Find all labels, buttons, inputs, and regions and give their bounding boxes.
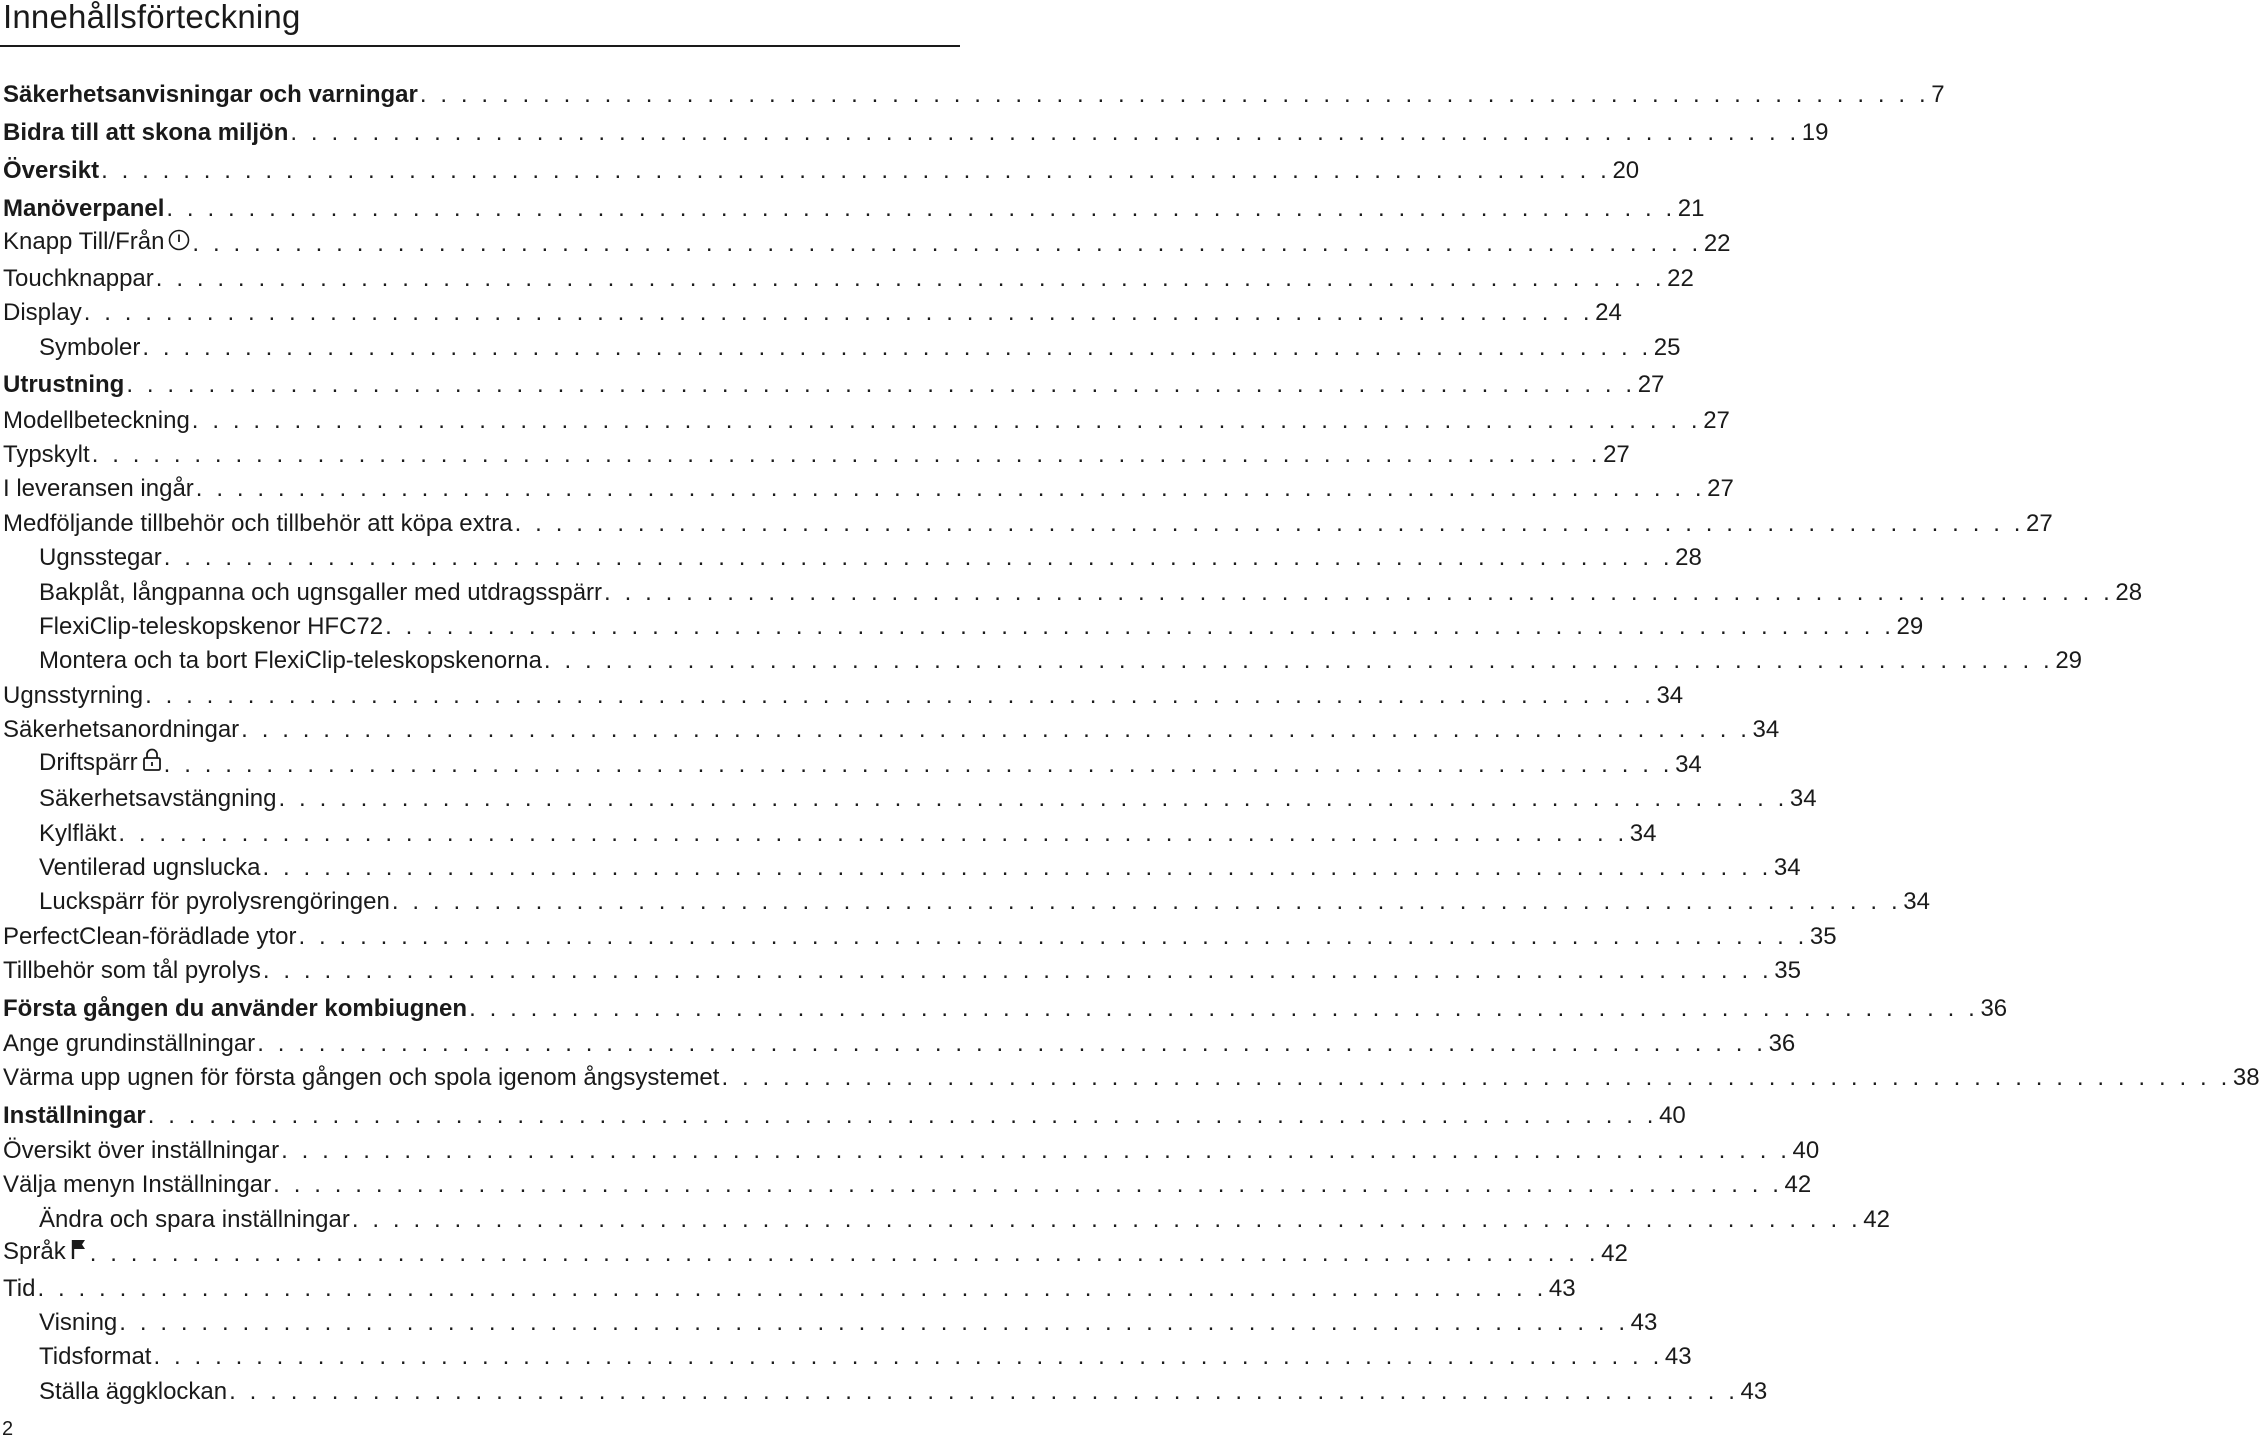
toc-entry-label-text: Knapp Till/Från bbox=[3, 228, 165, 255]
toc-entry-page: 27 bbox=[1637, 371, 1665, 398]
leader-dots: . . . . . . . . . . . . . . . . . . . . . . . . . . . . . . . . . . . . . . . . . . . . . . . . . . . . . . . . . . . . . . . . . . . . . . . . . . bbox=[514, 510, 2025, 537]
toc-entry-page: 42 bbox=[1863, 1206, 1890, 1233]
toc-entry-label bbox=[0, 227, 190, 259]
leader-dots: . . . . . . . . . . . . . . . . . . . . . . . . . . . . . . . . . . . . . . . . . . . . . . . . . . . . . . . . . . . . . . . . . . . . . . . . . . bbox=[191, 407, 1702, 434]
lock-icon bbox=[142, 748, 162, 780]
toc-entry-label bbox=[0, 748, 162, 780]
toc-entry[interactable] bbox=[0, 1238, 1628, 1269]
leader-dots: . . . . . . . . . . . . . . . . . . . . . . . . . . . . . . . . . . . . . . . . . . . . . . . . . . . . . . . . . . . . . . . . . . . . . . . . . . bbox=[89, 1240, 1600, 1267]
toc-entry-page: 34 bbox=[1773, 854, 1801, 881]
toc-entry[interactable] bbox=[0, 509, 2053, 539]
toc-entry-page: 21 bbox=[1677, 195, 1705, 222]
leader-dots: . . . . . . . . . . . . . . . . . . . . . . . . . . . . . . . . . . . . . . . . . . . . . . . . . . . . . . . . . . . . . . . . . . . . . . . . . . bbox=[118, 820, 1628, 847]
toc-entry[interactable] bbox=[0, 887, 1930, 917]
toc-entry-label: Symboler bbox=[39, 334, 141, 361]
toc-entry[interactable] bbox=[0, 194, 1705, 224]
toc-entry-page: 19 bbox=[1801, 119, 1829, 146]
leader-dots: . . . . . . . . . . . . . . . . . . . . . . . . . . . . . . . . . . . . . . . . . . . . . . . . . . . . . . . . . . . . . . . . . . . . . . . . . . bbox=[163, 544, 1674, 571]
toc-entry-label: Modellbeteckning bbox=[3, 407, 190, 434]
leader-dots: . . . . . . . . . . . . . . . . . . . . . . . . . . . . . . . . . . . . . . . . . . . . . . . . . . . . . . . . . . . . . . . . . . . . . . . . . . bbox=[166, 195, 1676, 222]
toc-entry-page: 34 bbox=[1903, 888, 1930, 915]
leader-dots: . . . . . . . . . . . . . . . . . . . . . . . . . . . . . . . . . . . . . . . . . . . . . . . . . . . . . . . . . . . . . . . . . . . . . . . . . . bbox=[469, 995, 1979, 1022]
leader-dots: . . . . . . . . . . . . . . . . . . . . . . . . . . . . . . . . . . . . . . . . . . . . . . . . . . . . . . . . . . . . . . . . . . . . . . . . . . bbox=[83, 299, 1594, 326]
toc-entry-label: Översikt över inställningar bbox=[3, 1137, 280, 1164]
toc-entry-page: 40 bbox=[1659, 1102, 1686, 1129]
toc-entry-label: Touchknappar bbox=[3, 265, 154, 292]
toc-entry[interactable] bbox=[0, 1063, 2260, 1093]
leader-dots: . . . . . . . . . . . . . . . . . . . . . . . . . . . . . . . . . . . . . . . . . . . . . . . . . . . . . . . . . . . . . . . . . . . . . . . . . . bbox=[604, 579, 2114, 606]
toc-entry[interactable] bbox=[0, 994, 2008, 1024]
page-number: 2 bbox=[2, 1418, 14, 1440]
toc-entry-page: 25 bbox=[1653, 334, 1681, 361]
toc-entry[interactable] bbox=[0, 1342, 1692, 1372]
leader-dots: . . . . . . . . . . . . . . . . . . . . . . . . . . . . . . . . . . . . . . . . . . . . . . . . . . . . . . . . . . . . . . . . . . . . . . . . . . bbox=[163, 751, 1674, 778]
leader-dots: . . . . . . . . . . . . . . . . . . . . . . . . . . . . . . . . . . . . . . . . . . . . . . . . . . . . . . . . . . . . . . . . . . . . . . . . . . bbox=[192, 230, 1702, 257]
toc-entry-page: 40 bbox=[1792, 1137, 1820, 1164]
toc-entry-page: 43 bbox=[1740, 1378, 1768, 1405]
toc-entry-label: Värma upp ugnen för första gången och spola igenom ångsystemet bbox=[3, 1064, 720, 1091]
toc-entry-page: 7 bbox=[1931, 81, 1945, 108]
leader-dots: . . . . . . . . . . . . . . . . . . . . . . . . . . . . . . . . . . . . . . . . . . . . . . . . . . . . . . . . . . . . . . . . . . . . . . . . . . bbox=[257, 1030, 1767, 1057]
toc-entry-label: Utrustning bbox=[3, 371, 125, 398]
leader-dots: . . . . . . . . . . . . . . . . . . . . . . . . . . . . . . . . . . . . . . . . . . . . . . . . . . . . . . . . . . . . . . . . . . . . . . . . . . bbox=[721, 1064, 2231, 1091]
title-divider bbox=[0, 45, 960, 47]
toc-entry[interactable] bbox=[0, 333, 1681, 363]
toc-entry-page: 42 bbox=[1601, 1240, 1628, 1267]
toc-entry-label: Ange grundinställningar bbox=[3, 1030, 256, 1057]
toc-entry[interactable] bbox=[0, 228, 1731, 259]
toc-entry-page: 29 bbox=[2055, 647, 2083, 674]
toc-entry-page: 34 bbox=[1789, 785, 1817, 812]
toc-entry[interactable] bbox=[0, 370, 1665, 400]
toc-entry-label: Tid bbox=[3, 1275, 36, 1302]
toc-entry-label-text: Språk bbox=[3, 1238, 66, 1265]
toc-entry-page: 43 bbox=[1548, 1275, 1576, 1302]
toc-entry[interactable] bbox=[0, 1308, 1658, 1338]
toc-entry-label bbox=[0, 1237, 88, 1269]
leader-dots: . . . . . . . . . . . . . . . . . . . . . . . . . . . . . . . . . . . . . . . . . . . . . . . . . . . . . . . . . . . . . . . . . . . . . . . . . . bbox=[385, 613, 1895, 640]
leader-dots: . . . . . . . . . . . . . . . . . . . . . . . . . . . . . . . . . . . . . . . . . . . . . . . . . . . . . . . . . . . . . . . . . . . . . . . . . . bbox=[142, 334, 1652, 361]
toc-entry[interactable] bbox=[0, 612, 1924, 642]
leader-dots: . . . . . . . . . . . . . . . . . . . . . . . . . . . . . . . . . . . . . . . . . . . . . . . . . . . . . . . . . . . . . . . . . . . . . . . . . . bbox=[126, 371, 1636, 398]
toc-entry[interactable] bbox=[0, 1101, 1686, 1131]
toc-entry-label: Ventilerad ugnslucka bbox=[39, 854, 261, 881]
leader-dots: . . . . . . . . . . . . . . . . . . . . . . . . . . . . . . . . . . . . . . . . . . . . . . . . . . . . . . . . . . . . . . . . . . . . . . . . . . bbox=[419, 81, 1930, 108]
leader-dots: . . . . . . . . . . . . . . . . . . . . . . . . . . . . . . . . . . . . . . . . . . . . . . . . . . . . . . . . . . . . . . . . . . . . . . . . . . bbox=[290, 119, 1800, 146]
toc-entry-page: 42 bbox=[1784, 1171, 1812, 1198]
toc-entry-label: Kylfläkt bbox=[39, 820, 117, 847]
toc-entry-label: Översikt bbox=[3, 157, 100, 184]
toc-entry-page: 27 bbox=[2026, 510, 2053, 537]
leader-dots: . . . . . . . . . . . . . . . . . . . . . . . . . . . . . . . . . . . . . . . . . . . . . . . . . . . . . . . . . . . . . . . . . . . . . . . . . . bbox=[543, 647, 2054, 674]
toc-entry[interactable] bbox=[0, 578, 2143, 608]
flag-icon bbox=[70, 1237, 88, 1269]
toc-entry-label: Säkerhetsanordningar bbox=[3, 716, 240, 743]
leader-dots: . . . . . . . . . . . . . . . . . . . . . . . . . . . . . . . . . . . . . . . . . . . . . . . . . . . . . . . . . . . . . . . . . . . . . . . . . . bbox=[155, 265, 1666, 292]
leader-dots: . . . . . . . . . . . . . . . . . . . . . . . . . . . . . . . . . . . . . . . . . . . . . . . . . . . . . . . . . . . . . . . . . . . . . . . . . . bbox=[281, 1137, 1791, 1164]
toc-entry[interactable] bbox=[0, 156, 1640, 186]
toc-entry-label: Säkerhetsanvisningar och varningar bbox=[3, 81, 418, 108]
leader-dots: . . . . . . . . . . . . . . . . . . . . . . . . . . . . . . . . . . . . . . . . . . . . . . . . . . . . . . . . . . . . . . . . . . . . . . . . . . bbox=[241, 716, 1751, 743]
toc-entry[interactable] bbox=[0, 1377, 1768, 1407]
toc-entry-page: 43 bbox=[1664, 1343, 1692, 1370]
toc-entry-label: Ugnsstegar bbox=[39, 544, 162, 571]
leader-dots: . . . . . . . . . . . . . . . . . . . . . . . . . . . . . . . . . . . . . . . . . . . . . . . . . . . . . . . . . . . . . . . . . . . . . . . . . . bbox=[351, 1206, 1862, 1233]
toc-entry-page: 20 bbox=[1612, 157, 1640, 184]
leader-dots: . . . . . . . . . . . . . . . . . . . . . . . . . . . . . . . . . . . . . . . . . . . . . . . . . . . . . . . . . . . . . . . . . . . . . . . . . . bbox=[273, 1171, 1783, 1198]
toc-entry[interactable] bbox=[0, 80, 1945, 110]
toc-entry-page: 34 bbox=[1675, 751, 1702, 778]
toc-entry-page: 34 bbox=[1629, 820, 1657, 847]
toc-entry[interactable] bbox=[0, 715, 1780, 745]
toc-entry[interactable] bbox=[0, 298, 1622, 328]
toc-entry-label: Display bbox=[3, 299, 82, 326]
toc-entry[interactable] bbox=[0, 1274, 1576, 1304]
toc-entry-page: 36 bbox=[1768, 1030, 1796, 1057]
toc-entry-label: Luckspärr för pyrolysrengöringen bbox=[39, 888, 390, 915]
toc-entry-page: 35 bbox=[1809, 923, 1837, 950]
toc-entry-page: 43 bbox=[1630, 1309, 1658, 1336]
toc-entry-page: 24 bbox=[1595, 299, 1622, 326]
toc-entry-label: Första gången du använder kombiugnen bbox=[3, 995, 468, 1022]
toc-entry[interactable] bbox=[0, 1205, 1890, 1235]
toc-entry-label: Säkerhetsavstängning bbox=[39, 785, 277, 812]
toc-entry-page: 38 bbox=[2232, 1064, 2260, 1091]
toc-entry-label: Medföljande tillbehör och tillbehör att köpa extra bbox=[3, 510, 513, 537]
toc-entry[interactable] bbox=[0, 1136, 1820, 1166]
toc-entry[interactable] bbox=[0, 1029, 1796, 1059]
toc-entry-page: 34 bbox=[1656, 682, 1684, 709]
leader-dots: . . . . . . . . . . . . . . . . . . . . . . . . . . . . . . . . . . . . . . . . . . . . . . . . . . . . . . . . . . . . . . . . . . . . . . . . . . bbox=[195, 475, 1706, 502]
leader-dots: . . . . . . . . . . . . . . . . . . . . . . . . . . . . . . . . . . . . . . . . . . . . . . . . . . . . . . . . . . . . . . . . . . . . . . . . . . bbox=[262, 957, 1773, 984]
toc-entry[interactable] bbox=[0, 749, 1702, 780]
toc-entry-label: FlexiClip-teleskopskenor HFC72 bbox=[39, 613, 384, 640]
toc-entry[interactable] bbox=[0, 264, 1694, 294]
toc-entry-label: Manöverpanel bbox=[3, 195, 165, 222]
toc-entry-label: Ställa äggklockan bbox=[39, 1378, 228, 1405]
leader-dots: . . . . . . . . . . . . . . . . . . . . . . . . . . . . . . . . . . . . . . . . . . . . . . . . . . . . . . . . . . . . . . . . . . . . . . . . . . bbox=[298, 923, 1808, 950]
toc-entry[interactable] bbox=[0, 474, 1734, 504]
toc-entry-label: Ugnsstyrning bbox=[3, 682, 144, 709]
toc-entry-page: 27 bbox=[1703, 407, 1730, 434]
toc-entry[interactable] bbox=[0, 118, 1829, 148]
toc-entry-label: Tillbehör som tål pyrolys bbox=[3, 957, 261, 984]
toc-entry-page: 27 bbox=[1603, 441, 1630, 468]
leader-dots: . . . . . . . . . . . . . . . . . . . . . . . . . . . . . . . . . . . . . . . . . . . . . . . . . . . . . . . . . . . . . . . . . . . . . . . . . . bbox=[119, 1309, 1629, 1336]
toc-entry-label: Montera och ta bort FlexiClip-teleskopskenorna bbox=[39, 647, 542, 674]
toc-entry-label: Tidsformat bbox=[39, 1343, 152, 1370]
toc-entry-label: Välja menyn Inställningar bbox=[3, 1171, 272, 1198]
toc-entry-label: I leveransen ingår bbox=[3, 475, 194, 502]
toc-entry-label: Bidra till att skona miljön bbox=[3, 119, 289, 146]
leader-dots: . . . . . . . . . . . . . . . . . . . . . . . . . . . . . . . . . . . . . . . . . . . . . . . . . . . . . . . . . . . . . . . . . . . . . . . . . . bbox=[153, 1343, 1663, 1370]
leader-dots: . . . . . . . . . . . . . . . . . . . . . . . . . . . . . . . . . . . . . . . . . . . . . . . . . . . . . . . . . . . . . . . . . . . . . . . . . . bbox=[229, 1378, 1739, 1405]
toc-entry[interactable] bbox=[0, 406, 1730, 436]
toc-entry-page: 27 bbox=[1707, 475, 1734, 502]
page-title: Innehållsförteckning bbox=[3, 0, 301, 35]
toc-entry[interactable] bbox=[0, 784, 1817, 814]
toc-entry-page: 35 bbox=[1774, 957, 1801, 984]
toc-entry-label: Visning bbox=[39, 1309, 118, 1336]
toc-entry-label: Typskylt bbox=[3, 441, 90, 468]
toc-entry-label: PerfectClean-förädlade ytor bbox=[3, 923, 297, 950]
power-icon bbox=[168, 229, 190, 259]
leader-dots: . . . . . . . . . . . . . . . . . . . . . . . . . . . . . . . . . . . . . . . . . . . . . . . . . . . . . . . . . . . . . . . . . . . . . . . . . . bbox=[145, 682, 1655, 709]
toc-entry-label: Ändra och spara inställningar bbox=[39, 1206, 350, 1233]
toc-entry[interactable] bbox=[0, 853, 1801, 883]
toc-entry-page: 28 bbox=[2115, 579, 2143, 606]
toc-entry-page: 22 bbox=[1703, 230, 1731, 257]
toc-entry-page: 36 bbox=[1980, 995, 2008, 1022]
toc-entry-label: Inställningar bbox=[3, 1102, 146, 1129]
toc-entry[interactable] bbox=[0, 1170, 1812, 1200]
leader-dots: . . . . . . . . . . . . . . . . . . . . . . . . . . . . . . . . . . . . . . . . . . . . . . . . . . . . . . . . . . . . . . . . . . . . . . . . . . bbox=[147, 1102, 1658, 1129]
toc-entry-page: 34 bbox=[1752, 716, 1780, 743]
toc-entry[interactable] bbox=[0, 646, 2083, 676]
toc-entry-label-text: Driftspärr bbox=[39, 749, 138, 776]
leader-dots: . . . . . . . . . . . . . . . . . . . . . . . . . . . . . . . . . . . . . . . . . . . . . . . . . . . . . . . . . . . . . . . . . . . . . . . . . . bbox=[262, 854, 1772, 881]
toc-entry[interactable] bbox=[0, 543, 1702, 573]
toc-entry[interactable] bbox=[0, 681, 1684, 711]
toc-entry-page: 22 bbox=[1667, 265, 1694, 292]
leader-dots: . . . . . . . . . . . . . . . . . . . . . . . . . . . . . . . . . . . . . . . . . . . . . . . . . . . . . . . . . . . . . . . . . . . . . . . . . . bbox=[101, 157, 1611, 184]
toc-entry[interactable] bbox=[0, 922, 1837, 952]
leader-dots: . . . . . . . . . . . . . . . . . . . . . . . . . . . . . . . . . . . . . . . . . . . . . . . . . . . . . . . . . . . . . . . . . . . . . . . . . . bbox=[91, 441, 1602, 468]
toc-entry[interactable] bbox=[0, 440, 1630, 470]
leader-dots: . . . . . . . . . . . . . . . . . . . . . . . . . . . . . . . . . . . . . . . . . . . . . . . . . . . . . . . . . . . . . . . . . . . . . . . . . . bbox=[37, 1275, 1547, 1302]
leader-dots: . . . . . . . . . . . . . . . . . . . . . . . . . . . . . . . . . . . . . . . . . . . . . . . . . . . . . . . . . . . . . . . . . . . . . . . . . . bbox=[391, 888, 1902, 915]
toc-entry-page: 28 bbox=[1675, 544, 1702, 571]
leader-dots: . . . . . . . . . . . . . . . . . . . . . . . . . . . . . . . . . . . . . . . . . . . . . . . . . . . . . . . . . . . . . . . . . . . . . . . . . . bbox=[278, 785, 1788, 812]
toc-entry-label: Bakplåt, långpanna och ugnsgaller med utdragsspärr bbox=[39, 579, 603, 606]
toc-entry[interactable] bbox=[0, 956, 1801, 986]
toc-entry-page: 29 bbox=[1896, 613, 1924, 640]
toc-entry[interactable] bbox=[0, 819, 1657, 849]
